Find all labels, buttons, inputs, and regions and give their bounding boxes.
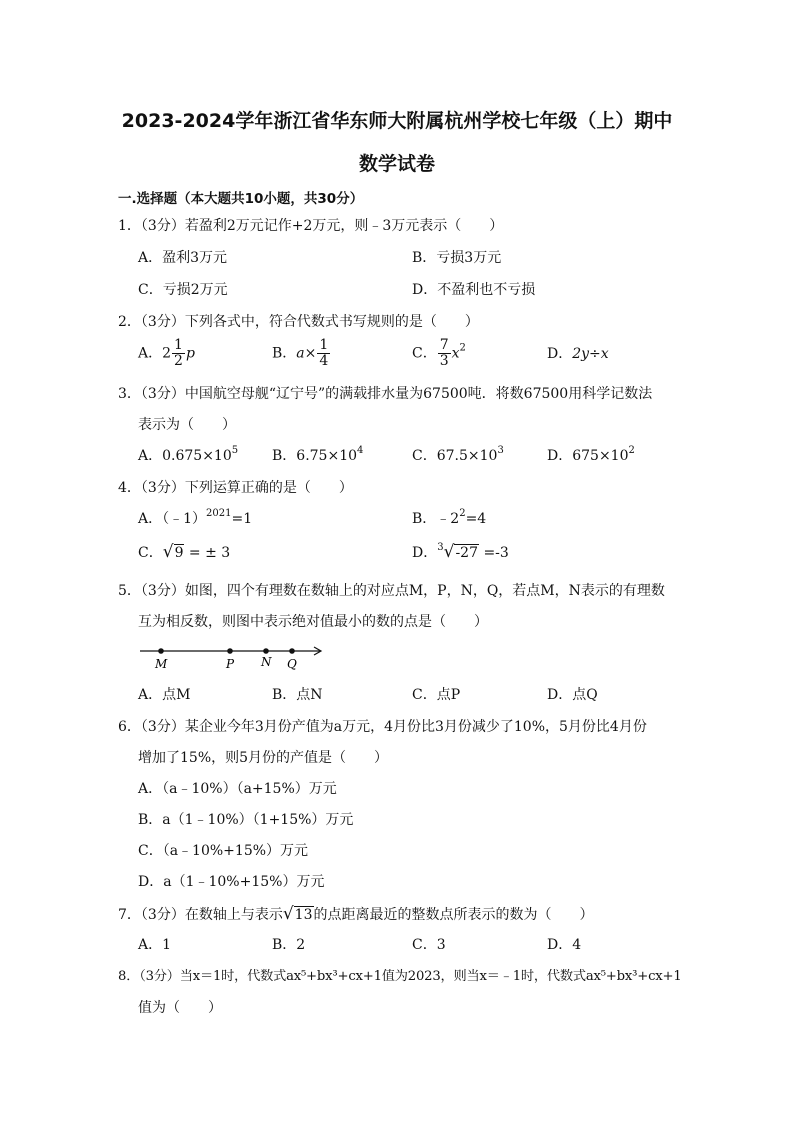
q4-b-result: =4 (465, 511, 487, 527)
q3-option-a (138, 447, 238, 465)
q2-d-expression: 2y÷x (572, 346, 609, 362)
q7-option-a: A．1 (138, 937, 172, 953)
q2-a-whole: 2 (162, 345, 172, 362)
q2-c-exponent: 2 (459, 342, 466, 354)
q4-a-result: =1 (231, 511, 253, 527)
q7-radicand: 13 (294, 907, 313, 923)
q7-option-b: B．2 (272, 937, 306, 953)
q3-c-base: C．67.5×10 (412, 448, 498, 464)
point-q-label: Q (287, 657, 297, 671)
q2-b-denominator: 4 (319, 353, 329, 369)
q6-option-c: C．（a﹣10%+15%）万元 (138, 843, 309, 859)
q8-stem-line2: 值为（ ） (138, 1000, 222, 1016)
q5-stem-line1: 5．（3分）如图，四个有理数在数轴上的对应点M，P，N，Q，若点M，N表示的有理数 (118, 583, 665, 599)
point-m-label: M (155, 657, 168, 671)
q4-a-base: A．（﹣1） (138, 511, 207, 527)
q2-a-denominator: 2 (174, 353, 183, 369)
q4-c-radicand: 9 (174, 545, 184, 561)
q5-number-line (138, 640, 328, 674)
q7-option-d: D．4 (547, 937, 582, 953)
q2-c-variable: x (451, 345, 460, 362)
q6-stem-line2: 增加了15%，则5月份的产值是（ ） (138, 750, 389, 766)
q7-stem-suffix: 的点距离最近的整数点所表示的数为（ ） (313, 907, 594, 923)
q1-option-c: C．亏损2万元 (138, 282, 228, 298)
q3-d-exponent: 2 (628, 445, 635, 456)
radical-sign-icon: √ (282, 904, 294, 924)
q4-b-base: B．﹣2 (412, 511, 460, 527)
point-m-marker (158, 648, 164, 654)
q7-stem (118, 905, 594, 924)
q2-a-variable: p (185, 345, 195, 362)
q1-stem: 1．（3分）若盈利2万元记作+2万元，则﹣3万元表示（ ） (118, 218, 504, 234)
q4-stem: 4．（3分）下列运算正确的是（ ） (118, 480, 353, 496)
page-title-line2: 数学试卷 (358, 153, 435, 175)
q6-option-b: B．a（1﹣10%）（1+15%）万元 (138, 812, 354, 828)
q4-d-label: D． (412, 545, 438, 561)
q1-option-d: D．不盈利也不亏损 (412, 282, 536, 298)
q3-a-base: A．0.675×10 (138, 448, 232, 464)
q4-option-b (412, 510, 486, 528)
q2-c-label: C． (412, 345, 437, 362)
q2-a-numerator: 1 (174, 337, 183, 353)
q2-d-label: D． (547, 346, 573, 362)
q2-a-label: A． (138, 345, 163, 362)
point-q-marker (289, 648, 295, 654)
q5-option-c: C．点P (412, 687, 461, 703)
q2-option-d (547, 345, 609, 363)
q4-c-label: C． (138, 545, 163, 561)
q3-a-exponent: 5 (231, 445, 239, 456)
q5-option-b: B．点N (272, 687, 323, 703)
q3-stem-line2: 表示为（ ） (138, 417, 236, 433)
q4-d-radicand: -27 (455, 545, 478, 561)
q2-stem: 2．（3分）下列各式中，符合代数式书写规则的是（ ） (118, 314, 479, 330)
q2-b-numerator: 1 (319, 337, 329, 353)
q2-a-fraction (172, 338, 185, 369)
point-p-marker (227, 648, 233, 654)
q4-option-a (138, 510, 252, 528)
q3-option-c (412, 447, 504, 465)
q2-b-prefix: a× (296, 345, 317, 362)
q8-stem-line1: 8．（3分）当x＝1时，代数式ax⁵+bx³+cx+1值为2023，则当x＝﹣1时，代数式ax⁵+bx³+cx+1 (118, 969, 682, 984)
q1-option-a: A．盈利3万元 (138, 250, 228, 266)
q2-option-c (412, 338, 466, 369)
radical-sign-icon: √ (443, 542, 455, 562)
q3-stem-line1: 3．（3分）中国航空母舰“辽宁号”的满载排水量为67500吨．将数67500用科学记数法 (118, 386, 653, 402)
point-n-label: N (261, 655, 272, 669)
q3-c-exponent: 3 (497, 445, 504, 456)
q2-c-numerator: 7 (439, 337, 449, 353)
q2-b-label: B． (272, 345, 297, 362)
q2-c-denominator: 3 (439, 353, 449, 369)
q7-option-c: C．3 (412, 937, 446, 953)
q7-stem-prefix: 7．（3分）在数轴上与表示 (118, 907, 283, 923)
point-p-label: P (226, 657, 235, 671)
q4-d-result: =-3 (479, 545, 509, 561)
q6-option-a: A．（a﹣10%）（a+15%）万元 (138, 781, 337, 797)
q4-d-root-index: 3 (437, 542, 444, 553)
q6-option-d: D．a（1﹣10%+15%）万元 (138, 874, 325, 890)
q3-option-b (272, 447, 363, 465)
q3-d-base: D．675×10 (547, 448, 629, 464)
point-n-marker (263, 648, 269, 654)
q2-b-fraction (317, 338, 330, 369)
q1-option-b: B．亏损3万元 (412, 250, 502, 266)
section-heading: 一.选择题（本大题共10小题，共30分） (118, 191, 364, 207)
q5-option-d: D．点Q (547, 687, 598, 703)
q3-b-exponent: 4 (357, 445, 364, 456)
q4-option-d (412, 543, 509, 562)
q3-b-base: B．6.75×10 (272, 448, 358, 464)
q5-option-a: A．点M (138, 687, 191, 703)
q4-option-c (138, 543, 230, 562)
q4-b-exponent: 2 (459, 508, 466, 519)
q6-stem-line1: 6．（3分）某企业今年3月份产值为a万元，4月份比3月份减少了10%，5月份比4月份 (118, 719, 647, 735)
page-title-line1: 2023-2024学年浙江省华东师大附属杭州学校七年级（上）期中 (121, 110, 673, 132)
q2-option-a (138, 338, 195, 369)
q5-stem-line2: 互为相反数，则图中表示绝对值最小的数的点是（ ） (138, 614, 488, 630)
q4-c-result: = ± 3 (184, 545, 231, 561)
q3-option-d (547, 447, 635, 465)
q2-option-b (272, 338, 331, 369)
q4-a-exponent: 2021 (206, 508, 232, 519)
radical-sign-icon: √ (162, 542, 174, 562)
q2-c-fraction (438, 338, 451, 369)
